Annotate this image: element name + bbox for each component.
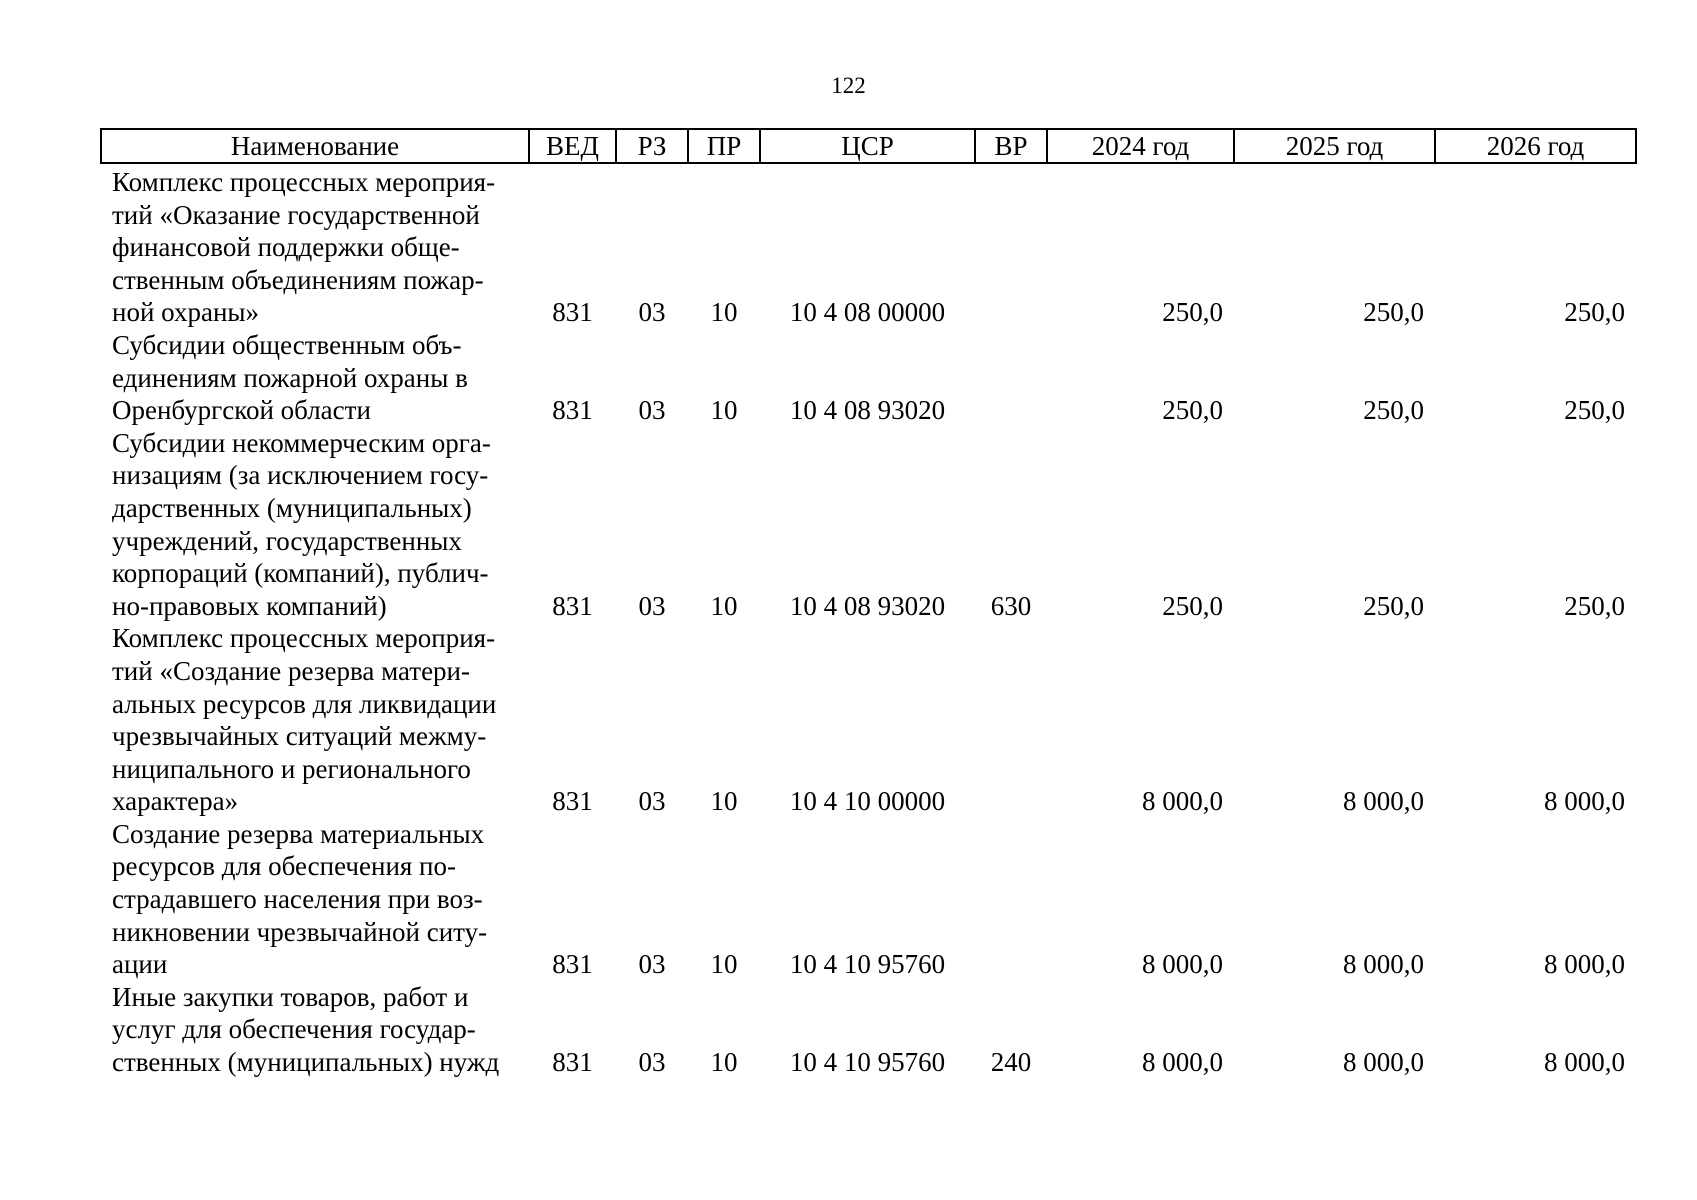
row-name-cell bbox=[101, 163, 529, 329]
row-name-line: характера» bbox=[112, 786, 239, 817]
row-name-line: низациям (за исключением госу- bbox=[112, 460, 489, 491]
budget-table bbox=[100, 128, 1637, 1079]
table-row bbox=[101, 329, 1636, 427]
row-name-cell bbox=[101, 622, 529, 818]
row-pr: 10 bbox=[710, 297, 738, 328]
row-amount-2026: 8 000,0 bbox=[1544, 949, 1625, 980]
row-name-line: ной охраны» bbox=[112, 297, 260, 328]
row-csr: 10 4 08 93020 bbox=[789, 590, 946, 621]
header-2026: 2026 год bbox=[1435, 129, 1636, 163]
row-amount-2026: 250,0 bbox=[1564, 590, 1625, 621]
row-name-line: страдавшего населения при воз- bbox=[112, 884, 483, 915]
row-name-line: ресурсов для обеспечения по- bbox=[112, 851, 456, 882]
row-name-line: Субсидии общественным объ- bbox=[112, 329, 462, 360]
page-number: 122 bbox=[831, 73, 866, 98]
row-csr: 10 4 10 95760 bbox=[789, 949, 946, 980]
table-row bbox=[101, 427, 1636, 623]
row-amount-2026: 8 000,0 bbox=[1544, 1047, 1625, 1078]
row-amount-2025: 8 000,0 bbox=[1343, 786, 1424, 817]
row-name-line: ации bbox=[112, 949, 168, 980]
row-ved: 831 bbox=[552, 297, 593, 328]
header-rz: РЗ bbox=[616, 129, 688, 163]
row-name-line: Создание резерва материальных bbox=[112, 818, 485, 849]
row-name-line: услуг для обеспечения государ- bbox=[112, 1014, 476, 1045]
row-name-line: единениям пожарной охраны в bbox=[112, 362, 468, 393]
row-name-line: финансовой поддержки обще- bbox=[112, 232, 460, 263]
table-header-row bbox=[101, 129, 1636, 163]
row-amount-2024: 250,0 bbox=[1162, 297, 1223, 328]
row-vr: 630 bbox=[990, 590, 1032, 621]
table-row bbox=[101, 818, 1636, 981]
row-name-line: тий «Создание резерва матери- bbox=[112, 655, 470, 686]
header-csr: ЦСР bbox=[760, 129, 975, 163]
row-name-cell bbox=[101, 329, 529, 427]
header-2024: 2024 год bbox=[1047, 129, 1234, 163]
row-vr bbox=[975, 163, 1047, 329]
row-name-line: Комплекс процессных мероприя- bbox=[112, 623, 496, 654]
row-vr bbox=[975, 329, 1047, 427]
row-pr: 10 bbox=[710, 1047, 738, 1078]
row-name-line: ственным объединениям пожар- bbox=[112, 264, 484, 295]
row-name-line: тий «Оказание государственной bbox=[112, 199, 480, 230]
row-name-line: Оренбургской области bbox=[112, 395, 371, 426]
row-csr: 10 4 10 00000 bbox=[789, 786, 946, 817]
row-amount-2026: 250,0 bbox=[1564, 395, 1625, 426]
row-name-line: никновении чрезвычайной ситу- bbox=[112, 916, 488, 947]
row-ved: 831 bbox=[552, 786, 593, 817]
row-amount-2025: 250,0 bbox=[1363, 395, 1424, 426]
row-name-line: ственных (муниципальных) нужд bbox=[112, 1047, 500, 1078]
header-pr: ПР bbox=[688, 129, 760, 163]
row-name-cell bbox=[101, 427, 529, 623]
row-amount-2024: 250,0 bbox=[1162, 590, 1223, 621]
header-2025: 2025 год bbox=[1234, 129, 1435, 163]
row-vr bbox=[975, 818, 1047, 981]
row-pr: 10 bbox=[710, 949, 738, 980]
row-amount-2025: 250,0 bbox=[1363, 590, 1424, 621]
row-name-cell bbox=[101, 981, 529, 1079]
row-name-line: учреждений, государственных bbox=[112, 525, 462, 556]
row-name-line: Субсидии некоммерческим орга- bbox=[112, 427, 491, 458]
row-ved: 831 bbox=[552, 1047, 593, 1078]
table-row bbox=[101, 163, 1636, 329]
row-rz: 03 bbox=[638, 395, 666, 426]
row-vr: 240 bbox=[990, 1047, 1032, 1078]
row-amount-2025: 8 000,0 bbox=[1343, 949, 1424, 980]
row-pr: 10 bbox=[710, 786, 738, 817]
row-amount-2025: 250,0 bbox=[1363, 297, 1424, 328]
table-row bbox=[101, 981, 1636, 1079]
row-amount-2024: 8 000,0 bbox=[1142, 1047, 1223, 1078]
row-ved: 831 bbox=[552, 395, 593, 426]
header-vr: ВР bbox=[975, 129, 1047, 163]
row-rz: 03 bbox=[638, 786, 666, 817]
row-name-line: ниципального и регионального bbox=[112, 753, 471, 784]
row-amount-2024: 8 000,0 bbox=[1142, 786, 1223, 817]
row-ved: 831 bbox=[552, 590, 593, 621]
row-rz: 03 bbox=[638, 1047, 666, 1078]
table-row bbox=[101, 622, 1636, 818]
row-rz: 03 bbox=[638, 297, 666, 328]
row-name-line: Комплекс процессных мероприя- bbox=[112, 167, 496, 197]
row-amount-2026: 8 000,0 bbox=[1544, 786, 1625, 817]
row-name-line: Иные закупки товаров, работ и bbox=[112, 981, 469, 1012]
row-name-line: но-правовых компаний) bbox=[112, 590, 387, 621]
row-rz: 03 bbox=[638, 590, 666, 621]
row-rz: 03 bbox=[638, 949, 666, 980]
row-amount-2025: 8 000,0 bbox=[1343, 1047, 1424, 1078]
row-name-line: дарственных (муниципальных) bbox=[112, 492, 472, 523]
row-csr: 10 4 08 00000 bbox=[789, 297, 946, 328]
row-amount-2024: 8 000,0 bbox=[1142, 949, 1223, 980]
row-ved: 831 bbox=[552, 949, 593, 980]
row-name-line: корпораций (компаний), публич- bbox=[112, 558, 489, 589]
row-amount-2026: 250,0 bbox=[1564, 297, 1625, 328]
row-pr: 10 bbox=[710, 395, 738, 426]
header-ved: ВЕД bbox=[529, 129, 616, 163]
row-csr: 10 4 08 93020 bbox=[789, 395, 946, 426]
row-amount-2024: 250,0 bbox=[1162, 395, 1223, 426]
row-name-cell bbox=[101, 818, 529, 981]
header-name: Наименование bbox=[101, 129, 529, 163]
row-name-line: чрезвычайных ситуаций межму- bbox=[112, 721, 487, 752]
row-name-line: альных ресурсов для ликвидации bbox=[112, 688, 497, 719]
row-csr: 10 4 10 95760 bbox=[789, 1047, 946, 1078]
row-pr: 10 bbox=[710, 590, 738, 621]
row-vr bbox=[975, 622, 1047, 818]
